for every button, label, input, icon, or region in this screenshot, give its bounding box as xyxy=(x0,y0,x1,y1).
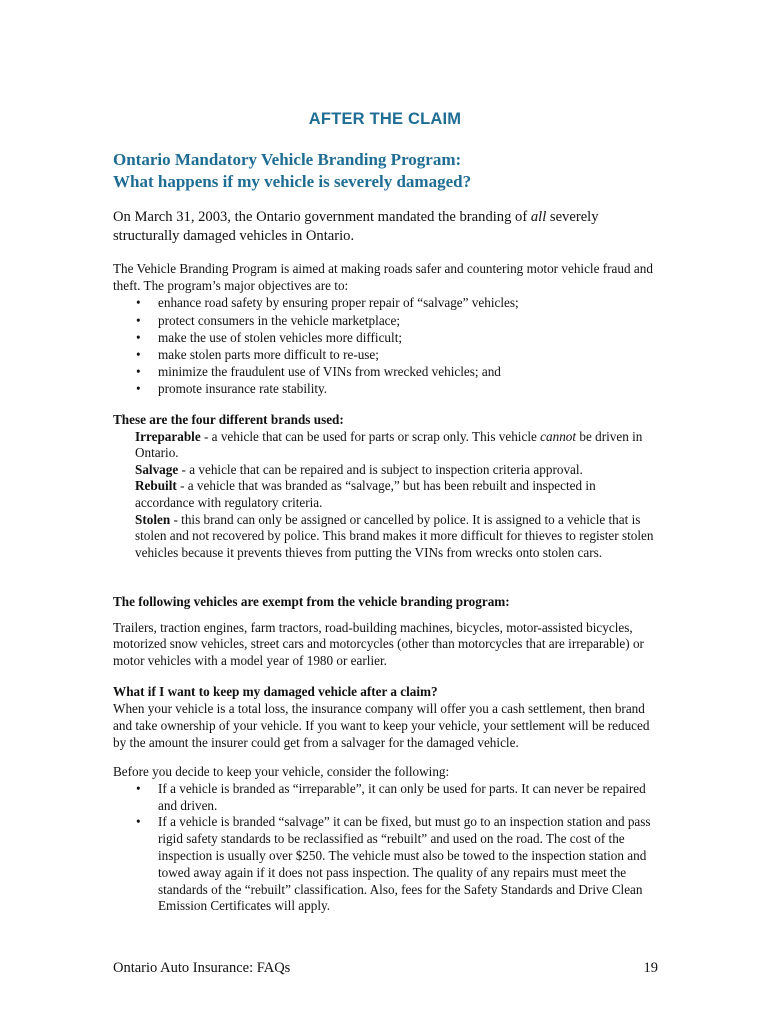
consider-list xyxy=(113,781,658,915)
brand-description: - a vehicle that can be repaired and is subject to inspection criteria approval. xyxy=(178,461,583,477)
objectives-paragraph: The Vehicle Branding Program is aimed at making roads safer and countering motor vehicle fraud and theft. The program’s major objectives are to: xyxy=(113,261,653,294)
keep-heading xyxy=(113,683,658,700)
brand-term: Irreparable xyxy=(135,428,201,444)
exempt-heading xyxy=(113,594,658,611)
page-headline xyxy=(113,149,673,193)
objectives-section xyxy=(113,260,658,398)
list-item: • protect consumers in the vehicle marketplace; xyxy=(113,312,658,329)
consider-section xyxy=(113,764,658,915)
brands-heading xyxy=(113,412,658,429)
exempt-heading-text: The following vehicles are exempt from the vehicle branding program: xyxy=(113,594,510,609)
intro-paragraph xyxy=(113,208,653,246)
intro-text-after: severely structurally damaged vehicles in Ontario. xyxy=(113,209,599,244)
brand-salvage xyxy=(113,462,658,479)
list-item: • minimize the fraudulent use of VINs from wrecked vehicles; and xyxy=(113,363,658,380)
brand-rebuilt xyxy=(113,478,658,511)
section-title: AFTER THE CLAIM xyxy=(308,110,462,128)
headline-line-1: Ontario Mandatory Vehicle Branding Program: xyxy=(113,150,462,169)
brand-term: Salvage xyxy=(135,461,179,477)
objectives-list xyxy=(113,294,658,397)
list-item: • If a vehicle is branded “salvage” it can be fixed, but must go to an inspection station and pass rigid safety standards to be reclassified as “rebuilt” and used on the road. The cost of the inspection is usually over $250. The vehicle must also be towed to the inspection station and towed away again if it does not pass inspection. The quality of any repairs must meet the standards of the “rebuilt” classification. Also, fees for the Safety Standards and Drive Clean Emission Certificates will apply. xyxy=(113,814,658,915)
brand-irreparable xyxy=(113,429,658,462)
list-item: • make stolen parts more difficult to re-use; xyxy=(113,346,658,363)
keep-paragraph: When your vehicle is a total loss, the insurance company will offer you a cash settlement, then brand and take ownership of your vehicle. If you want to keep your vehicle, your settlement will be reduced by the amount the insurer could get from a salvager for the damaged vehicle. xyxy=(113,701,650,750)
list-item: • If a vehicle is branded as “irreparable”, it can only be used for parts. It can never be repaired and driven. xyxy=(113,781,658,815)
headline-line-2: What happens if my vehicle is severely damaged? xyxy=(113,172,472,191)
consider-intro: Before you decide to keep your vehicle, consider the following: xyxy=(113,764,450,779)
intro-text-before: On March 31, 2003, the Ontario government mandated the branding of xyxy=(113,209,531,225)
brands-section xyxy=(113,412,658,561)
brand-description: - this brand can only be assigned or cancelled by police. It is assigned to a vehicle that is stolen and not recovered by police. This brand makes it more difficult for thieves to register stolen vehicles because it prevents thieves from putting the VINs from wrecks onto stolen cars. xyxy=(135,511,654,560)
brands-heading-text: These are the four different brands used: xyxy=(113,412,344,427)
intro-emphasis: all xyxy=(530,209,547,225)
exempt-paragraph: Trailers, traction engines, farm tractors, road-building machines, bicycles, motor-assisted bicycles, motorized snow vehicles, street cars and motorcycles (other than motorcycles that are irreparable) or motor vehicles with a model year of 1980 or earlier. xyxy=(113,619,644,668)
exempt-section xyxy=(113,594,658,669)
brand-term: Rebuilt xyxy=(135,478,177,494)
brand-emphasis: cannot xyxy=(540,428,577,444)
brand-description-end: be driven in Ontario. xyxy=(135,428,643,461)
brand-term: Stolen xyxy=(135,511,171,527)
brand-stolen xyxy=(113,512,658,562)
list-item: • promote insurance rate stability. xyxy=(113,380,658,397)
page-footer xyxy=(113,960,658,977)
list-item: • make the use of stolen vehicles more difficult; xyxy=(113,329,658,346)
footer-title: Ontario Auto Insurance: FAQs xyxy=(113,960,291,976)
brand-description: - a vehicle that was branded as “salvage,” but has been rebuilt and inspected in accordance with regulatory criteria. xyxy=(135,478,596,510)
page-number: 19 xyxy=(643,960,658,976)
brand-description: - a vehicle that can be used for parts or scrap only. This vehicle xyxy=(200,428,541,444)
spacer xyxy=(113,611,658,620)
keep-heading-text: What if I want to keep my damaged vehicle after a claim? xyxy=(113,684,438,699)
keep-vehicle-section xyxy=(113,683,658,751)
list-item: • enhance road safety by ensuring proper repair of “salvage” vehicles; xyxy=(113,294,658,311)
